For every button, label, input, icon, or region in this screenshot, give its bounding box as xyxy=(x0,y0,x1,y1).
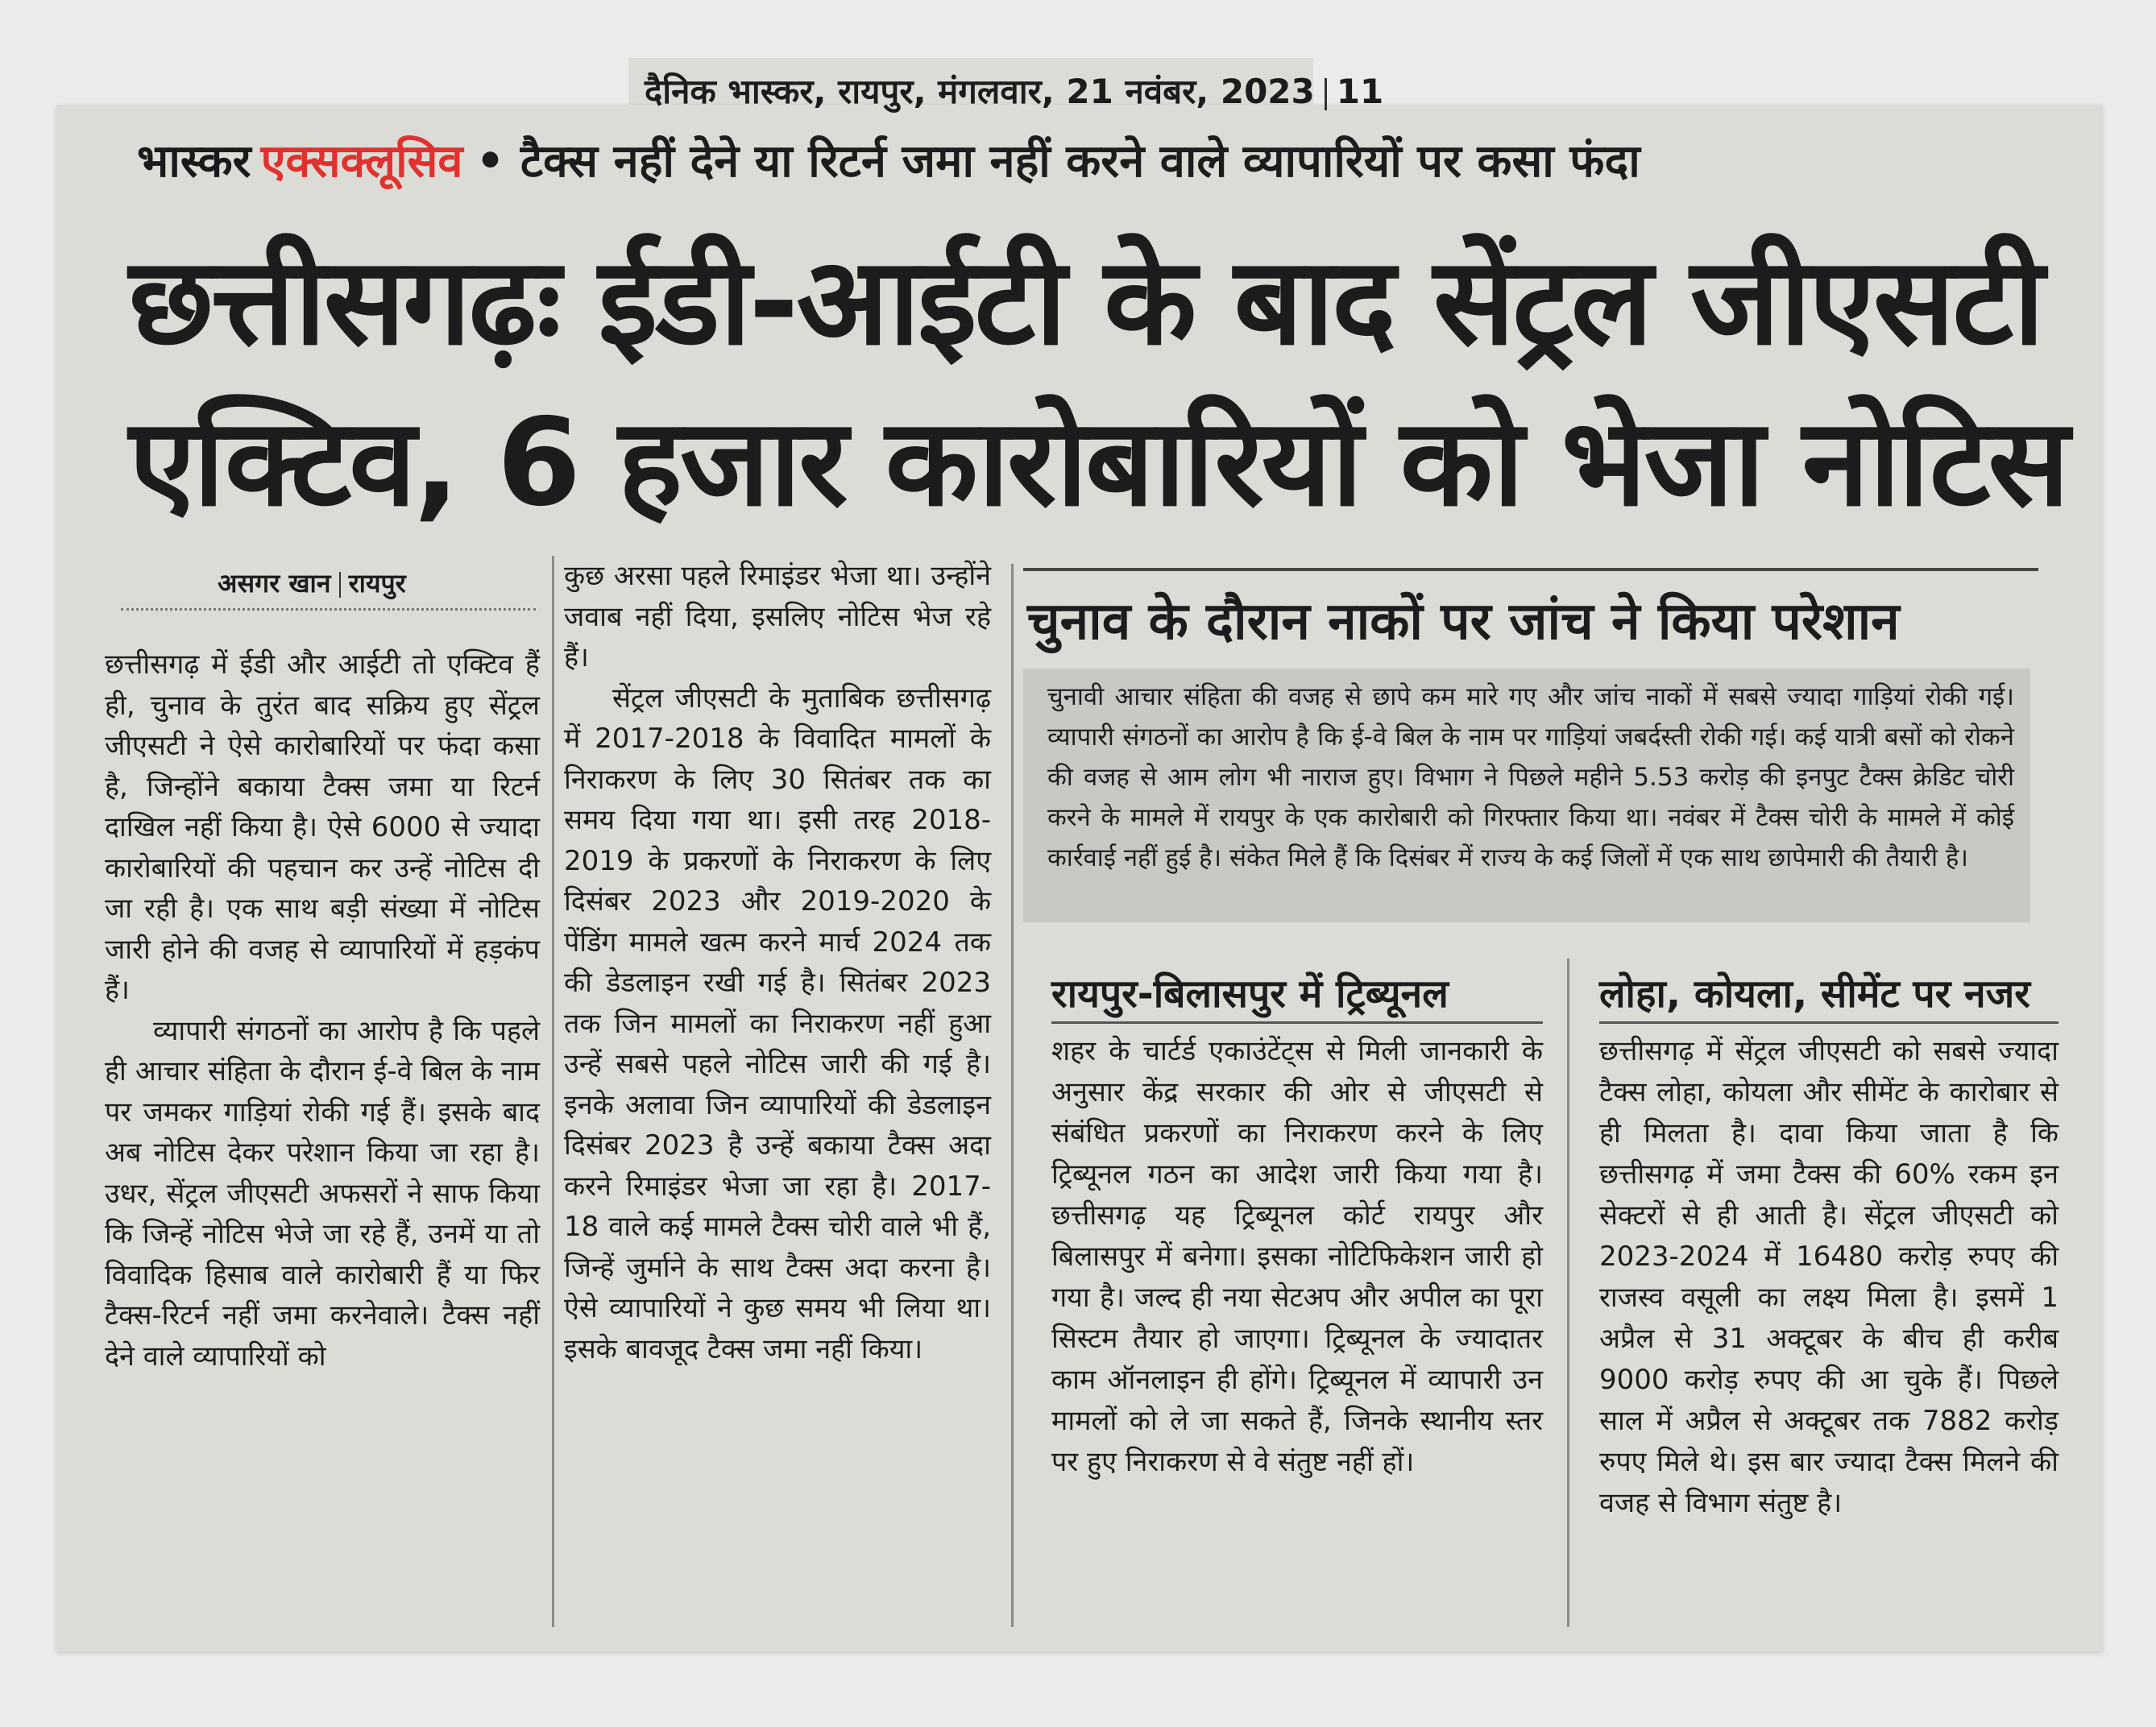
byline-author: असगर खान xyxy=(218,568,331,598)
kicker-text: • टैक्स नहीं देने या रिटर्न जमा नहीं करने वाले व्यापारियों पर कसा फंदा xyxy=(475,135,1640,188)
subhead-body: चुनावी आचार संहिता की वजह से छापे कम मारे गए और जांच नाकों में सबसे ज्यादा गाड़ियां रोकी गई। व्यापारी संगठनों का आरोप है कि ई-वे बिल के नाम पर गाड़ियां जबर्दस्ती रोकी गई। कई यात्री बसों को रोकने की वजह से आम लोग भी नाराज हुए। विभाग ने पिछले महीने 5.53 करोड़ की इनपुट टैक्स क्रेडिट चोरी करने के मामले में रायपुर के एक कारोबारी को गिरफ्तार किया था। नवंबर में टैक्स चोरी के मामले में कोई कार्रवाई नहीं हुई है। संकेत मिले हैं कि दिसंबर में राज्य के कई जिलों में एक साथ छापेमारी की तैयारी है। xyxy=(1047,682,2014,872)
masthead-divider xyxy=(1325,78,1327,110)
headline-line-1: छत्तीसगढ़ः ईडी-आईटी के बाद सेंट्रल जीएसटी xyxy=(129,232,2042,372)
subhead-rule xyxy=(1023,568,2038,571)
kicker-brand: भास्कर xyxy=(137,135,251,188)
column-divider xyxy=(1567,959,1569,1627)
story-paragraph: व्यापारी संगठनों का आरोप है कि पहले ही आचार संहिता के दौरान ई-वे बिल के नाम पर जमकर गाड़ियां रोकी गई हैं। इसके बाद अब नोटिस देकर परेशान किया जा रहा है। उधर, सेंट्रल जीएसटी अफसरों ने साफ किया कि जिन्हें नोटिस भेजे जा रहे हैं, उनमें या तो विवादिक हिसाब वाले कारोबारी हैं या फिर टैक्स-रिटर्न नहीं जमा करनेवाले। टैक्स नहीं देने वाले व्यापारियों को xyxy=(105,1014,540,1373)
byline-city: रायपुर xyxy=(348,568,406,598)
side-story-1-body: शहर के चार्टर्ड एकाउंटेंट्स से मिली जानकारी के अनुसार केंद्र सरकार की ओर से जीएसटी से संबंधित प्रकरणों का निराकरण करने के लिए ट्रिब्यूनल गठन का आदेश जारी किया गया है। छत्तीसगढ़ यह ट्रिब्यूनल कोर्ट रायपुर और बिलासपुर में बनेगा। इसका नोटिफिकेशन जारी हो गया है। जल्द ही नया सेटअप और अपील का पूरा सिस्टम तैयार हो जाएगा। ट्रिब्यूनल के ज्यादातर काम ऑनलाइन ही होंगे। ट्रिब्यूनल में व्यापारी उन मामलों को ले जा सकते हैं, जिनके स्थानीय स्तर पर हुए निराकरण से वे संतुष्ट नहीं हों। xyxy=(1051,1035,1543,1478)
story-paragraph: कुछ अरसा पहले रिमाइंडर भेजा था। उन्होंने जवाब नहीं दिया, इसलिए नोटिस भेज रहे हैं। xyxy=(564,560,991,673)
story-column-1 xyxy=(105,644,540,1377)
kicker-exclusive: एक्सक्लूसिव xyxy=(260,135,463,188)
byline-rule xyxy=(121,608,536,611)
story-column-2 xyxy=(564,556,991,1369)
byline xyxy=(218,565,406,600)
byline-divider xyxy=(339,572,341,598)
story-paragraph: सेंट्रल जीएसटी के मुताबिक छत्तीसगढ़ में 2017-2018 के विवादित मामलों के निराकरण के लिए 30 सितंबर तक का समय दिया गया था। इसी तरह 2018-2019 के प्रकरणों के निराकरण के लिए दिसंबर 2023 और 2019-2020 के पेंडिंग मामले खत्म करने मार्च 2024 तक की डेडलाइन रखी गई है। सितंबर 2023 तक जिन मामलों का निराकरण नहीं हुआ उन्हें सबसे पहले नोटिस जारी की गई है। इनके अलावा जिन व्यापारियों की डेडलाइन दिसंबर 2023 है उन्हें बकाया टैक्स अदा करने रिमाइंडर भेजा जा रहा है। 2017-18 वाले कई मामले टैक्स चोरी वाले भी हैं, जिन्हें जुर्माने के साथ टैक्स अदा करना है। ऐसे व्यापारियों ने कुछ समय भी लिया था। इसके बावजूद टैक्स जमा नहीं किया। xyxy=(564,681,991,1365)
side-story-2-rule xyxy=(1599,1021,2059,1024)
side-story-1-rule xyxy=(1051,1021,1543,1024)
kicker xyxy=(137,129,1640,190)
subhead-title: चुनाव के दौरान नाकों पर जांच ने किया परेशान xyxy=(1027,592,1900,652)
side-story-1-title: रायपुर-बिलासपुर में ट्रिब्यूनल xyxy=(1051,971,1449,1017)
masthead xyxy=(645,68,1383,114)
side-story-2-title: लोहा, कोयला, सीमेंट पर नजर xyxy=(1599,971,2030,1017)
story-paragraph: छत्तीसगढ़ में ईडी और आईटी तो एक्टिव हैं ही, चुनाव के तुरंत बाद सक्रिय हुए सेंट्रल जीएसटी ने ऐसे कारोबारियों पर फंदा कसा है, जिन्होंने बकाया टैक्स जमा या रिटर्न दाखिल नहीं किया है। ऐसे 6000 से ज्यादा कारोबारियों की पहचान कर उन्हें नोटिस दी जा रही है। एक साथ बड़ी संख्या में नोटिस जारी होने की वजह से व्यापारियों में हड़कंप हैं। xyxy=(105,648,540,1006)
masthead-paper: दैनिक भास्कर, रायपुर, मंगलवार, 21 नवंबर, 2023 xyxy=(645,72,1315,111)
side-story-2-body: छत्तीसगढ़ में सेंट्रल जीएसटी को सबसे ज्यादा टैक्स लोहा, कोयला और सीमेंट के कारोबार से ही मिलता है। दावा किया जाता है कि छत्तीसगढ़ में जमा टैक्स की 60% रकम इन सेक्टरों से ही आती है। सेंट्रल जीएसटी को 2023-2024 में 16480 करोड़ रुपए की राजस्व वसूली का लक्ष्य मिला है। इसमें 1 अप्रैल से 31 अक्टूबर के बीच ही करीब 9000 करोड़ रुपए की आ चुके हैं। पिछले साल में अप्रैल से अक्टूबर तक 7882 करोड़ रुपए मिले थे। इस बार ज्यादा टैक्स मिलने की वजह से विभाग संतुष्ट है। xyxy=(1599,1035,2059,1519)
column-divider xyxy=(552,556,554,1627)
column-divider xyxy=(1011,564,1014,1627)
page-number: 11 xyxy=(1336,72,1384,111)
headline-line-2: एक्टिव, 6 हजार कारोबारियों को भेजा नोटिस xyxy=(129,393,2067,533)
